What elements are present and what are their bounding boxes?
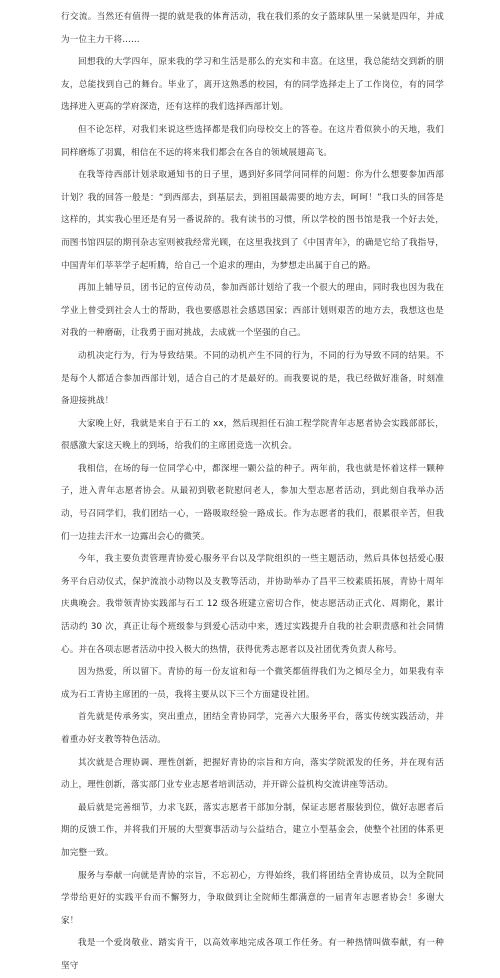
paragraph-6: 动机决定行为，行为导致结果。不同的动机产生不同的行为，不同的行为导致不同的结果。不是每个人都适合参加西部计划，适合自己的才是最好的。而我要说的是，我已经做好准备，时刻准备迎接挑战！ bbox=[61, 350, 444, 407]
paragraph-12: 其次就是合理协调、理性创新，把握好青协的宗旨和方向，落实学院派发的任务，并在现有活动上，理性创新，落实部门业专业志愿者培训活动，并开辟公益机构交流讲座等活动。 bbox=[61, 757, 444, 791]
paragraph-14: 服务与奉献一向就是青协的宗旨，不忘初心，方得始终，我们将团结全青协成员，以为全院同学带给更好的实践平台而不懈努力，争取做到让全院师生都满意的一届青年志愿者协会！多谢大家！ bbox=[61, 870, 444, 926]
paragraph-15: 我是一个爱岗敬业、踏实肯干，以高效率地完成各项工作任务。有一种热情叫做奉献，有一种坚守 bbox=[61, 938, 444, 971]
paragraph-13: 最后就是完善细节，力求飞跃，落实志愿者干部加分制，保证志愿者服装到位，做好志愿者后期的反馈工作，并将我们开展的大型赛事活动与公益结合，建立小型基金会，使整个社团的体系更加完整一致。 bbox=[61, 802, 444, 858]
paragraph-9: 今年，我主要负责管理青协爱心服务平台以及学院组织的一些主题活动，然后具体包括爱心服务平台启动仪式，保护流浪小动物以及支教等活动，并协助举办了昌平三校素质拓展，青协十周年庆典晚会。我带领青协实践部与石工 12 级各班建立密切合作，使志愿活动正式化、周期化，累计活动约 30 次，真正让每个班级参与到爱心活动中来，透过实践提升自我的社会职责感和社会同情心。并在各项志愿者活动中投入极大的热情，获得优秀志愿者以及社团优秀负责人称号。 bbox=[61, 554, 444, 655]
paragraph-4: 在我等待西部计划录取通知书的日子里，遇到好多同学问同样的问题：你为什么想要参加西部计划？我的回答一般是：“到西部去，到基层去，到祖国最需要的地方去，呵呵！”我口头的回答是这样的，其实我心里还是有另一番说辞的。我有读书的习惯，所以学校的图书馆是我一个好去处，而图书馆四层的期刊杂志室则被我经常光顾，在这里我找到了《中国青年》，的确是它给了我指导，中国青年们莘莘学子起听腾，给自己一个追求的理由，为梦想走出属于自己的路。 bbox=[61, 170, 444, 271]
paragraph-7: 大家晚上好，我就是来自于石工的 xx，然后现担任石油工程学院青年志愿者协会实践部部长，很感激大家这天晚上的到场，给我们的主席团竞选一次机会。 bbox=[61, 418, 444, 452]
paragraph-8: 我相信，在场的每一位同学心中，都深埋一颗公益的种子。两年前，我也就是怀着这样一颗种子，进入青年志愿者协会。从最初到敬老院慰问老人，参加大型志愿者活动，到此刻自我举办活动，号召同学们，我们团结一心，一路吸取经验一路成长。作为志愿者的我们，很累很辛苦，但我们一边挂去汗水一边露出会心的微笑。 bbox=[61, 463, 444, 542]
paragraph-2: 回想我的大学四年，原来我的学习和生活是那么的充实和丰富。在这里，我总能结交到新的朋友，总能找到自己的舞台。毕业了，离开这熟悉的校园，有的同学选择走上了工作岗位，有的同学选择进入更高的学府深造，还有这样的我们选择西部计划。 bbox=[61, 57, 444, 113]
paragraph-11: 首先就是传承务实，突出重点，团结全青协同学，完善六大服务平台，落实传统实践活动，并着重办好支教等特色活动。 bbox=[61, 712, 444, 745]
paragraph-3: 但不论怎样，对我们来说这些选择都是我们向母校交上的答卷。在这片看似狭小的天地，我们同样磨炼了羽翼，相信在不远的将来我们都会在各自的领域展翅高飞。 bbox=[61, 124, 444, 158]
paragraph-5: 再加上辅导员，团书记的宣传动员，参加西部计划给了我一个很大的理由，同时我也因为我在学业上曾受到社会人士的帮助，我也要感恩社会感恩国家；西部计划则艰苦的地方去，我想这也是对我的一种磨砺，让我勇于面对挑战，去成就一个坚强的自己。 bbox=[61, 283, 444, 339]
paragraph-10: 因为热爱，所以留下。青协的每一份友谊和每一个微笑都值得我们为之倾尽全力，如果我有幸成为石工青协主席团的一员，我将主要从以下三个方面建设社团。 bbox=[61, 667, 444, 700]
paragraph-1: 行交流。当然还有值得一提的就是我的体育活动，我在我们系的女子篮球队里一呆就是四年，并成为一位主力干将…… bbox=[61, 12, 444, 45]
